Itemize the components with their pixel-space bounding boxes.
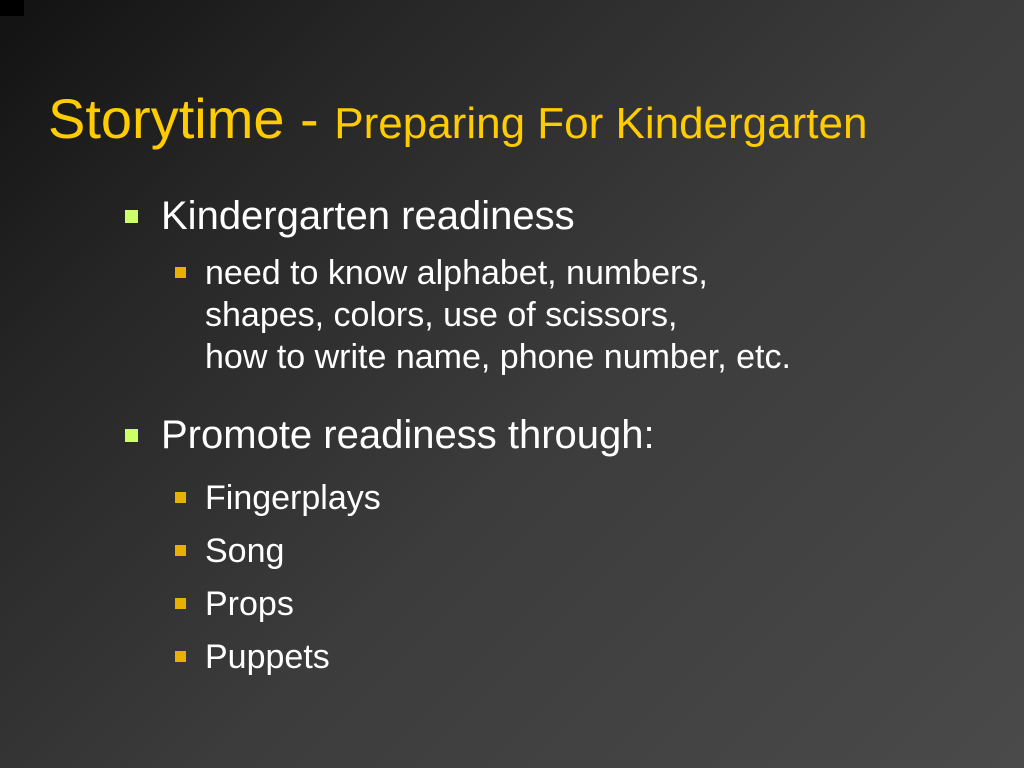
square-bullet-icon — [125, 210, 138, 223]
square-bullet-icon — [175, 598, 186, 609]
slide-title-main: Storytime - — [48, 87, 335, 150]
slide-title-sub: Preparing For Kindergarten — [334, 99, 868, 148]
sub-bullet-line: how to write name, phone number, etc. — [205, 338, 791, 376]
sub-bullet-line: shapes, colors, use of scissors, — [205, 296, 678, 334]
sub-bullet-line: need to know alphabet, numbers, — [205, 254, 708, 292]
square-bullet-icon — [175, 492, 186, 503]
square-bullet-icon — [175, 651, 186, 662]
bullet-text: Kindergarten readiness — [161, 194, 575, 238]
sub-bullet-text: Puppets — [205, 638, 330, 676]
bullet-text: Promote readiness through: — [161, 413, 655, 457]
sub-bullet-text: Song — [205, 532, 285, 570]
square-bullet-icon — [125, 429, 138, 442]
sub-bullet-text: Props — [205, 585, 294, 623]
square-bullet-icon — [175, 545, 186, 556]
sub-bullet-text — [205, 252, 791, 378]
square-bullet-icon — [175, 267, 186, 278]
sub-bullet-text: Fingerplays — [205, 479, 381, 517]
